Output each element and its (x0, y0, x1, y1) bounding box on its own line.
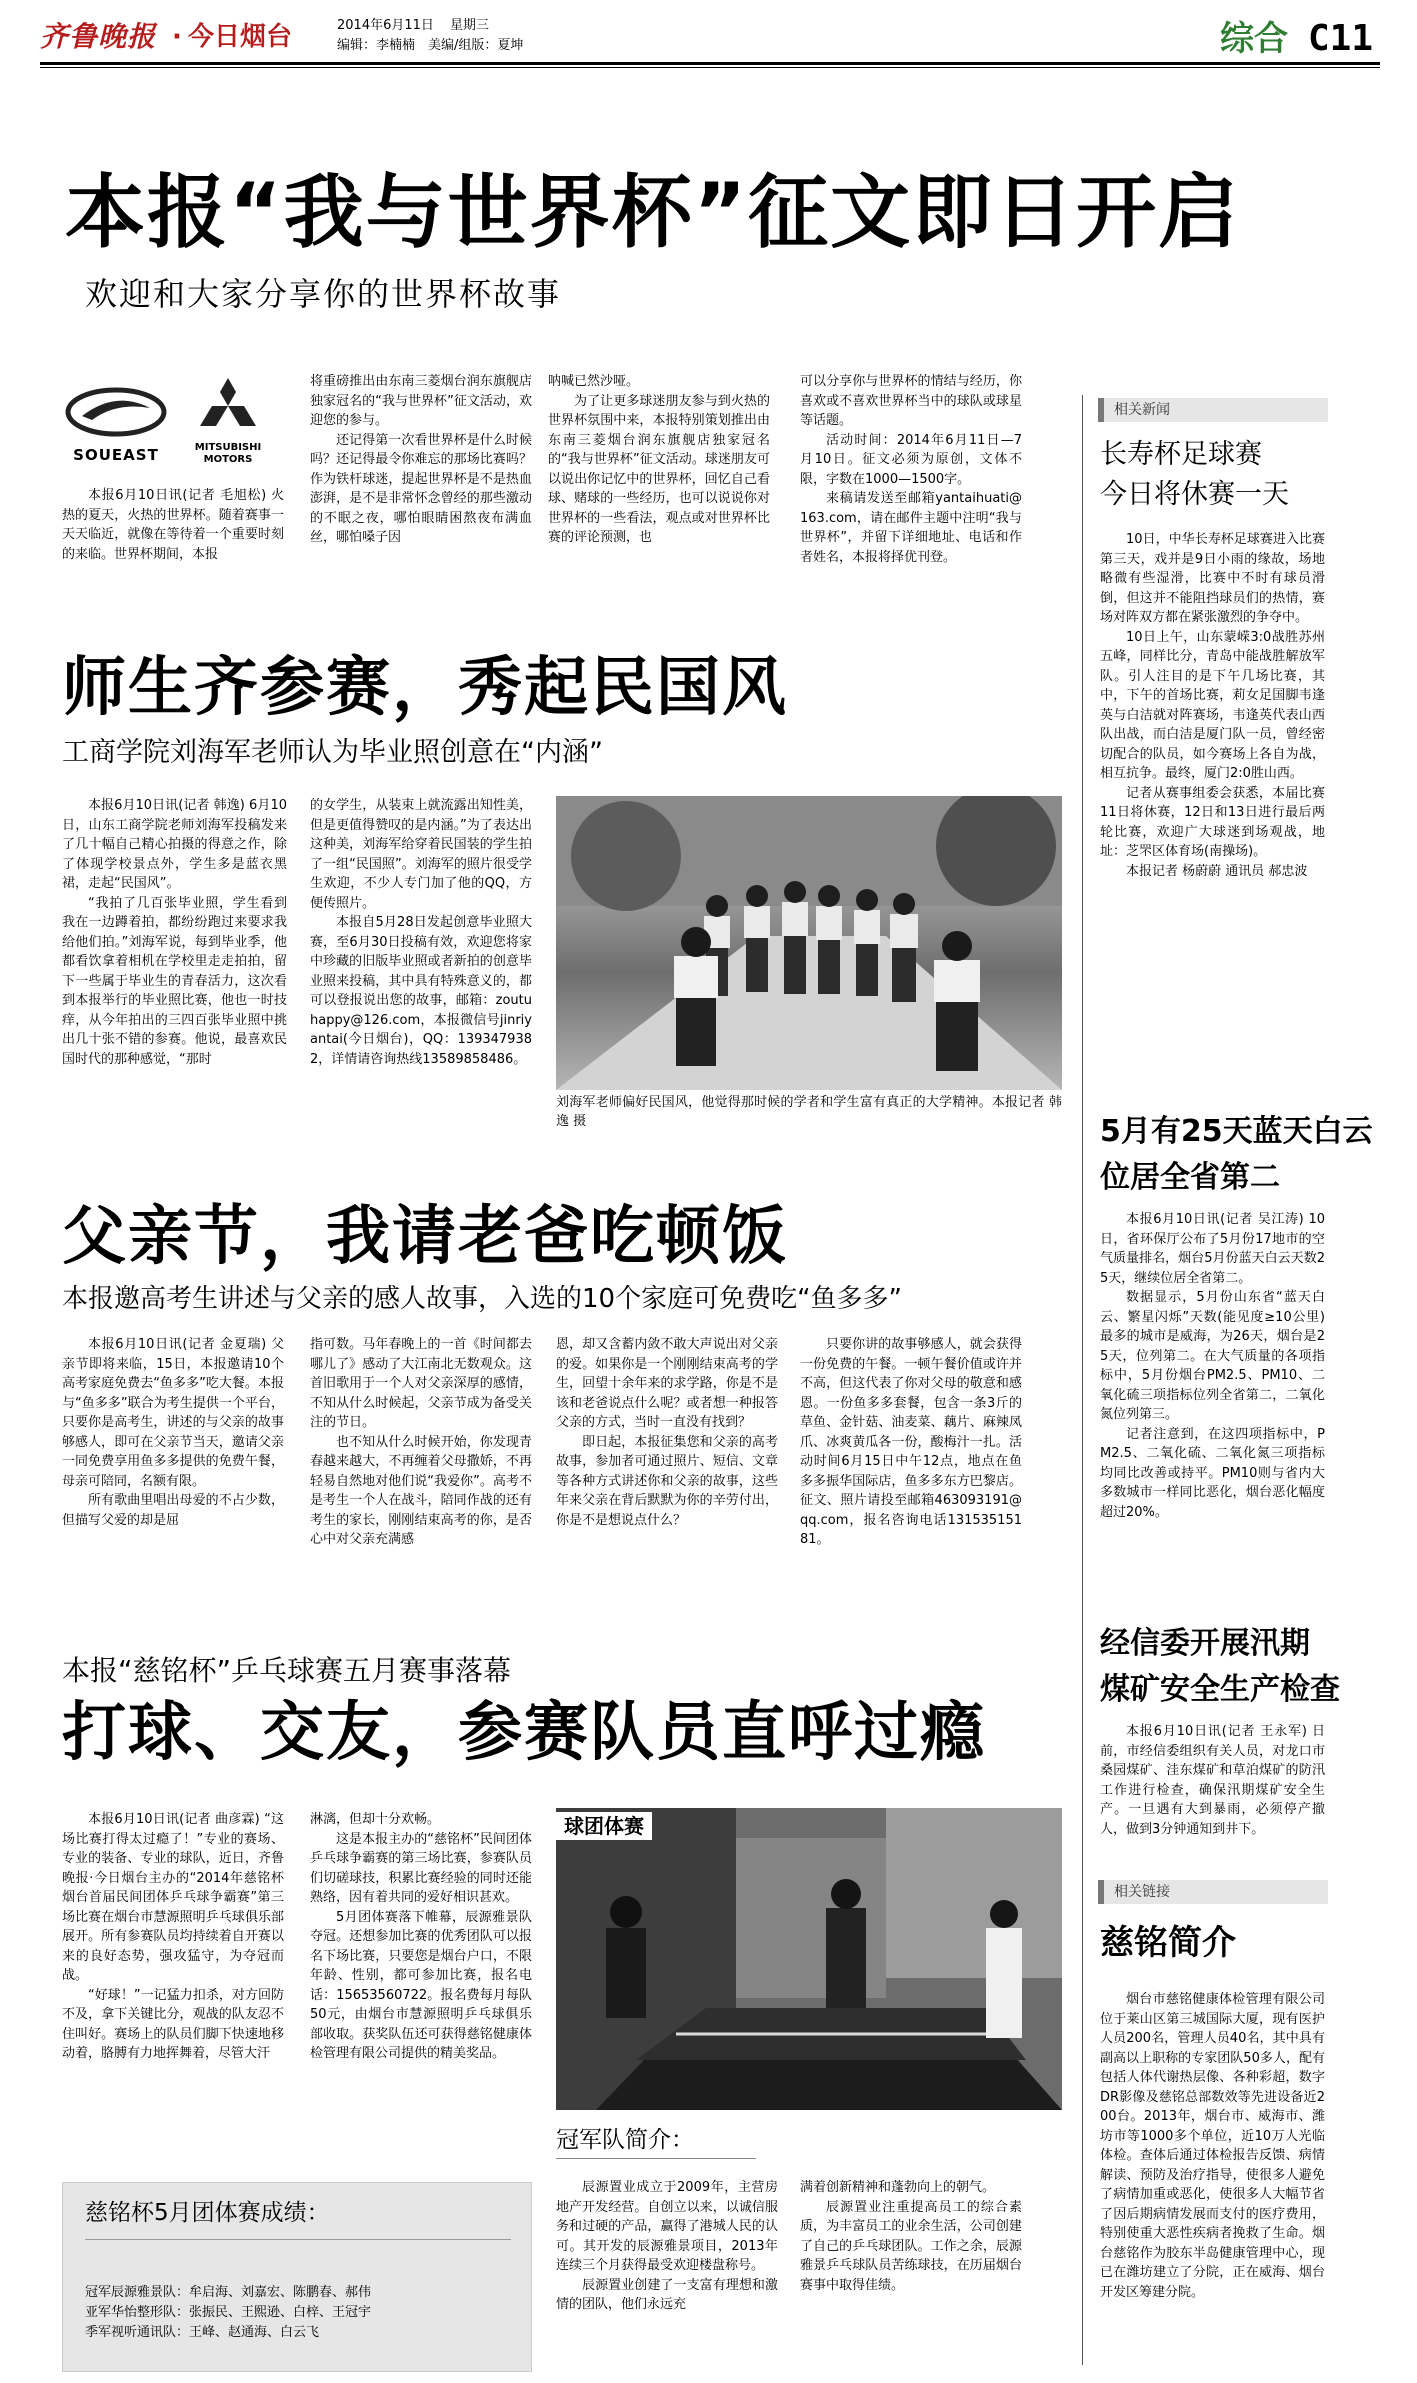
pingpong-paragraph: 淋漓，但却十分欢畅。 (310, 1812, 441, 1827)
photo-banner-text: 球团体赛 (556, 1812, 652, 1840)
result-line-2: 亚军华怡整形队：张振民、王熙逊、白梓、王冠宇 (85, 2305, 372, 2320)
headline-pingpong: 打球、交友，参赛队员直呼过瘾 (62, 1696, 986, 1770)
mitsubishi-wordmark: MITSUBISHI MOTORS (194, 441, 262, 465)
section-name: 今日烟台 (188, 22, 293, 52)
kicker-pingpong: 本报“慈铭杯”乒乓球赛五月赛事落幕 (62, 1654, 512, 1687)
football-byline: 本报记者 杨蔚蔚 通讯员 郝忠波 (1126, 863, 1308, 879)
minguo-paragraph: 的女学生，从装束上就流露出知性美，但是更值得赞叹的是内涵。”为了表达出这种美，刘海军给穿着民国装的学生拍了一组“民国照”。刘海军的照片很受学生欢迎，不少人专门加了他的QQ，方便传照片。 (310, 798, 532, 911)
air-quality-title-1: 5月有25天蓝天白云 (1100, 1114, 1373, 1149)
fathers-paragraph: 指可数。马年春晚上的一首《时间都去哪儿了》感动了大江南北无数观众。这首旧歌用于一个人对父亲深厚的感情，不知从什么时候起，父亲节成为备受关注的节日。 (310, 1337, 532, 1430)
editor-credits: 编辑：李楠楠 美编/组版：夏坤 (337, 38, 524, 53)
results-box-title: 慈铭杯5月团体赛成绩： (85, 2200, 330, 2226)
fathers-paragraph: 所有歌曲里唱出母爱的不占少数，但描写父爱的却是屈 (62, 1493, 284, 1528)
newspaper-name: 齐鲁晚报 (40, 20, 157, 53)
football-paragraph: 记者从赛事组委会获悉，本届比赛11日将休赛，12日和13日进行最后两轮比赛，欢迎广大球迷到场观战，地址：芝罘区体育场(南操场)。 (1100, 785, 1325, 859)
page-number: C11 (1308, 18, 1374, 58)
ciming-intro-title: 慈铭简介 (1100, 1923, 1236, 1963)
worldcup-col3 (548, 372, 770, 548)
pingpong-paragraph: “好球！”一记猛力扣杀，对方回防不及，拿下关键比分，观战的队友忍不住叫好。赛场上的队员们脚下快速地移动着，胳膊有力地挥舞着，尽管大汗 (62, 1987, 284, 2061)
sidebar-divider (1082, 395, 1083, 2365)
coal-body (1100, 1722, 1325, 1862)
masthead-rule (40, 62, 1380, 65)
worldcup-paragraph: 可以分享你与世界杯的情结与经历，你喜欢或不喜欢世界杯当中的球队或球星等话题。 (800, 374, 1022, 428)
fathers-paragraph: 即日起，本报征集您和父亲的高考故事，参加者可通过照片、短信、文章等各种方式讲述你和父亲的故事，这些年来父亲在背后默默为你的辛劳付出，你是不是想说点什么？ (556, 1434, 778, 1528)
worldcup-col4 (800, 372, 1022, 567)
worldcup-paragraph: 还记得第一次看世界杯是什么时候吗？还记得最令你难忘的那场比赛吗？作为铁杆球迷，提起世界杯是不是热血澎湃，是不是非常怀念曾经的那些激动的不眠之夜，哪怕眼睛困熬夜布满血丝，哪怕嗓子因 (310, 432, 532, 545)
minguo-col1 (62, 796, 287, 1196)
headline-minguo: 师生齐参赛，秀起民国风 (62, 651, 788, 725)
pingpong-photo (556, 1808, 1062, 2110)
football-title-1: 长寿杯足球赛 (1100, 439, 1262, 470)
pingpong-paragraph: 本报6月10日讯(记者 曲彦霖) “这场比赛打得太过瘾了！”专业的赛场、专业的装备、专业的球队，近日，齐鲁晚报·今日烟台主办的“2014年慈铭杯烟台首届民间团体乒乓球争霸赛”第三场比赛在烟台市慧源照明乒乓球俱乐部展开。所有参赛队员均持续着自开赛以来的良好态势，强攻猛守，为夺冠而战。 (62, 1812, 284, 1983)
football-paragraph: 10日，中华长寿杯足球赛进入比赛第三天，戏并是9日小雨的缘故，场地略微有些湿滑，比赛中不时有球员滑倒，但这并不能阻挡球员们的热情，赛场对阵双方都在紧张激烈的争夺中。 (1100, 532, 1325, 625)
intro-rule (556, 2158, 756, 2159)
soueast-emblem-icon (62, 386, 170, 438)
subhead-fathers-day: 本报邀高考生讲述与父亲的感人故事，入选的10个家庭可免费吃“鱼多多” (62, 1284, 903, 1314)
masthead-rule-thin (40, 67, 1380, 68)
intro-paragraph: 满着创新精神和蓬勃向上的朝气。 (800, 2180, 996, 2195)
air-quality-title-2: 位居全省第二 (1100, 1160, 1280, 1195)
pingpong-paragraph: 5月团体赛落下帷幕，辰源雅景队夺冠。还想参加比赛的优秀团队可以报名下场比赛，只要您是烟台户口，不限年龄、性别，都可参加比赛，报名电话：15653560722。报名费每月每队50元，由烟台市慧源照明乒乓球俱乐部收取。获奖队伍还可获得慈铭健康体检管理有限公司提供的精美奖品。 (310, 1909, 532, 2061)
minguo-col2 (310, 796, 532, 1196)
result-line-3: 季军视听通讯队：王峰、赵通海、白云飞 (85, 2325, 320, 2340)
worldcup-col1 (62, 486, 284, 564)
worldcup-paragraph: 来稿请发送至邮箱yantaihuati@163.com，请在邮件主题中注明“我与世界杯”，并留下详细地址、电话和作者姓名，本报将择优刊登。 (800, 491, 1022, 565)
soueast-logo (62, 386, 170, 468)
headline-worldcup: 本报“我与世界杯”征文即日开启 (65, 166, 1241, 259)
minguo-paragraph: “我拍了几百张毕业照，学生看到我在一边蹲着拍，都纷纷跑过来要求我给他们拍。”刘海军说，每到毕业季，他都看饮拿着相机在学校里走走拍拍，留下一些属于毕业生的青春活力，这次看到本报举行的毕业照比赛，他也一时技痒，从今年拍出的三四百张毕业照中挑出几十张不错的参赛。他说，最喜欢民国时代的那种感觉，“那时 (62, 895, 287, 1067)
fathers-paragraph: 只要你讲的故事够感人，就会获得一份免费的午餐。一顿午餐价值或许并不高，但这代表了你对父母的敬意和感恩。一份鱼多多套餐，包含一条3斤的草鱼、金针菇、油麦菜、藕片、麻辣凤爪、冰爽黄瓜各一份，酸梅汁一扎。活动时间6月15日中午12点，地点在鱼多多振华国际店，鱼多多东方巴黎店。征文、照片请投至邮箱463093191@qq.com，报名咨询电话13153515181。 (800, 1337, 1022, 1547)
minguo-photo-caption: 刘海军老师偏好民国风，他觉得那时候的学者和学生富有真正的大学精神。本报记者 韩逸 摄 (556, 1095, 1062, 1129)
minguo-photo (556, 796, 1062, 1090)
sidebar-label-related-news (1098, 398, 1398, 424)
minguo-paragraph: 本报6月10日讯(记者 韩逸) 6月10日，山东工商学院老师刘海军投稿发来了几十幅自己精心拍摄的得意之作，除了体现学校景点外，学生多是蓝衣黑裙，走起“民国风”。 (62, 798, 287, 891)
ciming-paragraph: 烟台市慈铭健康体检管理有限公司位于莱山区第三城国际大厦，现有医护人员200名，管理人员40名，其中具有副高以上职称的专家团队50多人，配有包括人体代谢热层像、各种彩超，数字DR影像及慈铭总部数效等先进设备近200台。2013年，烟台市、威海市、潍坊市等1000多个单位，近10万人光临体检。查体后通过体检报告反馈、病情解读、预防及治疗指导，使很多人避免了病情加重或恶化，使很多人大幅节省了因后期病情发展而支付的医疗费用，特别使重大恶性疾病者挽救了生命。烟台慈铭作为胶东半岛健康管理中心，现已在潍坊建立了分院，正在威海、烟台开发区筹建分院。 (1100, 1992, 1325, 2300)
fathers-paragraph: 本报6月10日讯(记者 金夏瑞) 父亲节即将来临，15日，本报邀请10个高考家庭免费去“鱼多多”吃大餐。本报与“鱼多多”联合为考生提供一个平台，只要你是高考生，讲述的与父亲的故事够感人，即可在父亲节当天，邀请父亲一同免费享用鱼多多提供的免费午餐，母亲可陪同，名额有限。 (62, 1337, 284, 1489)
table-tennis-match-illustration (556, 1808, 1062, 2110)
football-title-2: 今日将休赛一天 (1100, 479, 1289, 510)
worldcup-lead-paragraph: 本报6月10日讯(记者 毛旭松) 火热的夏天，火热的世界杯。随着赛事一天天临近，就像在等待着一个重要时刻的来临。世界杯期间，本报 (62, 488, 284, 562)
intro-paragraph: 辰源置业成立于2009年，主营房地产开发经营。自创立以来，以诚信服务和过硬的产品，赢得了港城人民的认可。其开发的辰源雅景项目，2013年连续三个月获得最受欢迎楼盘称号。 (556, 2180, 778, 2273)
worldcup-paragraph: 活动时间：2014年6月11日—7月10日。征文必须为原创，文体不限，字数在1000—1500字。 (800, 432, 1022, 487)
worldcup-paragraph: 呐喊已然沙哑。 (548, 374, 640, 389)
minguo-paragraph: 本报自5月28日发起创意毕业照大赛，至6月30日投稿有效，欢迎您将家中珍藏的旧版毕业照或者新拍的创意毕业照来投稿，其中具有特殊意义的，都可以登报说出您的故事，邮箱：zoutuhappy@126.com，本报微信号jinriyantai(今日烟台)，QQ：1393479382，详情请咨询热线13589858486。 (310, 915, 532, 1067)
ciming-body (1100, 1990, 1325, 2370)
pingpong-col1 (62, 1810, 284, 2140)
issue-date: 2014年6月11日 (337, 18, 434, 33)
pingpong-col2 (310, 1810, 532, 2130)
fathers-paragraph: 恩，却又含蓄内敛不敢大声说出对父亲的爱。如果你是一个刚刚结束高考的学生，回望十余年来的求学路，你是不是该和老爸说点什么呢？或者想一种报答父亲的方式，当时一直没有找到？ (556, 1337, 778, 1430)
subhead-worldcup: 欢迎和大家分享你的世界杯故事 (85, 275, 562, 313)
fathers-col2 (310, 1335, 532, 1655)
intro-col2 (800, 2178, 1022, 2378)
intro-paragraph: 辰源置业创建了一支富有理想和激情的团队，他们永远充 (556, 2277, 778, 2312)
mitsubishi-logo (188, 378, 268, 470)
result-line-1: 冠军辰源雅景队：牟启海、刘嘉宏、陈鹏春、郝伟 (85, 2285, 372, 2300)
page-category: 综合 (1220, 19, 1288, 58)
intro-paragraph: 辰源置业注重提高员工的综合素质，为丰富员工的业余生活，公司创建了自己的乒乓球团队。工作之余，辰源雅景乒乓球队员苦练球技，在历届烟台赛事中取得佳绩。 (800, 2199, 1022, 2293)
issue-weekday: 星期三 (450, 18, 490, 33)
air-quality-paragraph: 数据显示，5月份山东省“蓝天白云、繁星闪烁”天数(能见度≥10公里)最多的城市是威海，为26天，烟台是25天，位列第二。在大气质量的各项指标中，5月份烟台PM2.5、PM10、二氧化硫三项指标位列全省第二，二氧化氮位列第三。 (1100, 1290, 1325, 1422)
fathers-col1 (62, 1335, 284, 1655)
three-diamonds-icon (196, 378, 260, 436)
fathers-col4 (800, 1335, 1022, 1655)
subhead-minguo: 工商学院刘海军老师认为毕业照创意在“内涵” (62, 737, 603, 768)
air-quality-paragraph: 记者注意到，在这四项指标中，PM2.5、二氧化硫、二氧化氮三项指标均同比改善或持平。PM10则与省内大多数城市一样同比恶化，烟台恶化幅度超过20%。 (1100, 1426, 1325, 1520)
coal-paragraph: 本报6月10日讯(记者 王永军) 日前，市经信委组织有关人员，对龙口市桑园煤矿、洼东煤矿和草泊煤矿的防汛工作进行检查，确保汛期煤矿安全生产。一旦遇有大到暴雨，必须停产撤人，做到3分钟通知到井下。 (1100, 1724, 1325, 1837)
related-news-label: 相关新闻 (1098, 398, 1328, 422)
air-quality-paragraph: 本报6月10日讯(记者 吴江涛) 10日，省环保厅公布了5月份17地市的空气质量排名，烟台5月份蓝天白云天数25天，继续位居全省第二。 (1100, 1212, 1325, 1286)
football-body (1100, 530, 1325, 1060)
worldcup-col2 (310, 372, 532, 548)
coal-title-1: 经信委开展汛期 (1100, 1626, 1310, 1661)
fathers-paragraph: 也不知从什么时候开始，你发现青春越来越大，不再缠着父母撒娇，不再轻易自然地对他们说“我爱你”。高考不是考生一个人在战斗，陪同作战的还有考生的家长，刚刚结束高考的你，是否心中对父亲充满感 (310, 1434, 532, 1547)
headline-fathers-day: 父亲节，我请老爸吃顿饭 (62, 1200, 788, 1274)
football-paragraph: 10日上午，山东蒙嵘3:0战胜苏州五峰，同样比分，青岛中能战胜解放军队。引人注目的是下午几场比赛，其中，下午的首场比赛，莉女足国脚韦逢英与白洁就对阵赛场，韦逢英代表山西队出战，而白洁是厦门队一员，曾经密切配合的队员，如今赛场上各自为战，相互抗争。最终，厦门2:0胜山西。 (1100, 629, 1325, 781)
pingpong-paragraph: 这是本报主办的“慈铭杯”民间团体乒乓球争霸赛的第三场比赛，参赛队员们切磋球技，积累比赛经验的同时还能熟络，因有着共同的爱好相识甚欢。 (310, 1831, 532, 1905)
results-box (62, 2182, 532, 2372)
students-walking-illustration (556, 796, 1062, 1090)
intro-col1 (556, 2178, 778, 2378)
results-box-rule (85, 2239, 511, 2240)
masthead (40, 14, 1380, 58)
fathers-col3 (556, 1335, 778, 1655)
coal-title-2: 煤矿安全生产检查 (1100, 1672, 1340, 1707)
sidebar-label-related-link (1098, 1880, 1398, 1906)
worldcup-paragraph: 为了让更多球迷朋友参与到火热的世界杯氛围中来，本报特别策划推出由东南三菱烟台润东旗舰店独家冠名的“我与世界杯”征文活动。球迷朋友可以说出你记忆中的世界杯，回忆自己看球、赌球的一些经历，也可以说说你对世界杯的一些看法，观点或对世界杯比赛的评论预测，也 (548, 393, 770, 545)
section-dot: · (172, 22, 182, 52)
related-link-label: 相关链接 (1098, 1880, 1328, 1904)
soueast-wordmark: SOUEAST (73, 445, 159, 464)
champion-intro-title: 冠军队简介： (556, 2127, 694, 2153)
worldcup-paragraph: 将重磅推出由东南三菱烟台润东旗舰店独家冠名的“我与世界杯”征文活动，欢迎您的参与。 (310, 374, 532, 428)
air-quality-body (1100, 1210, 1325, 1610)
